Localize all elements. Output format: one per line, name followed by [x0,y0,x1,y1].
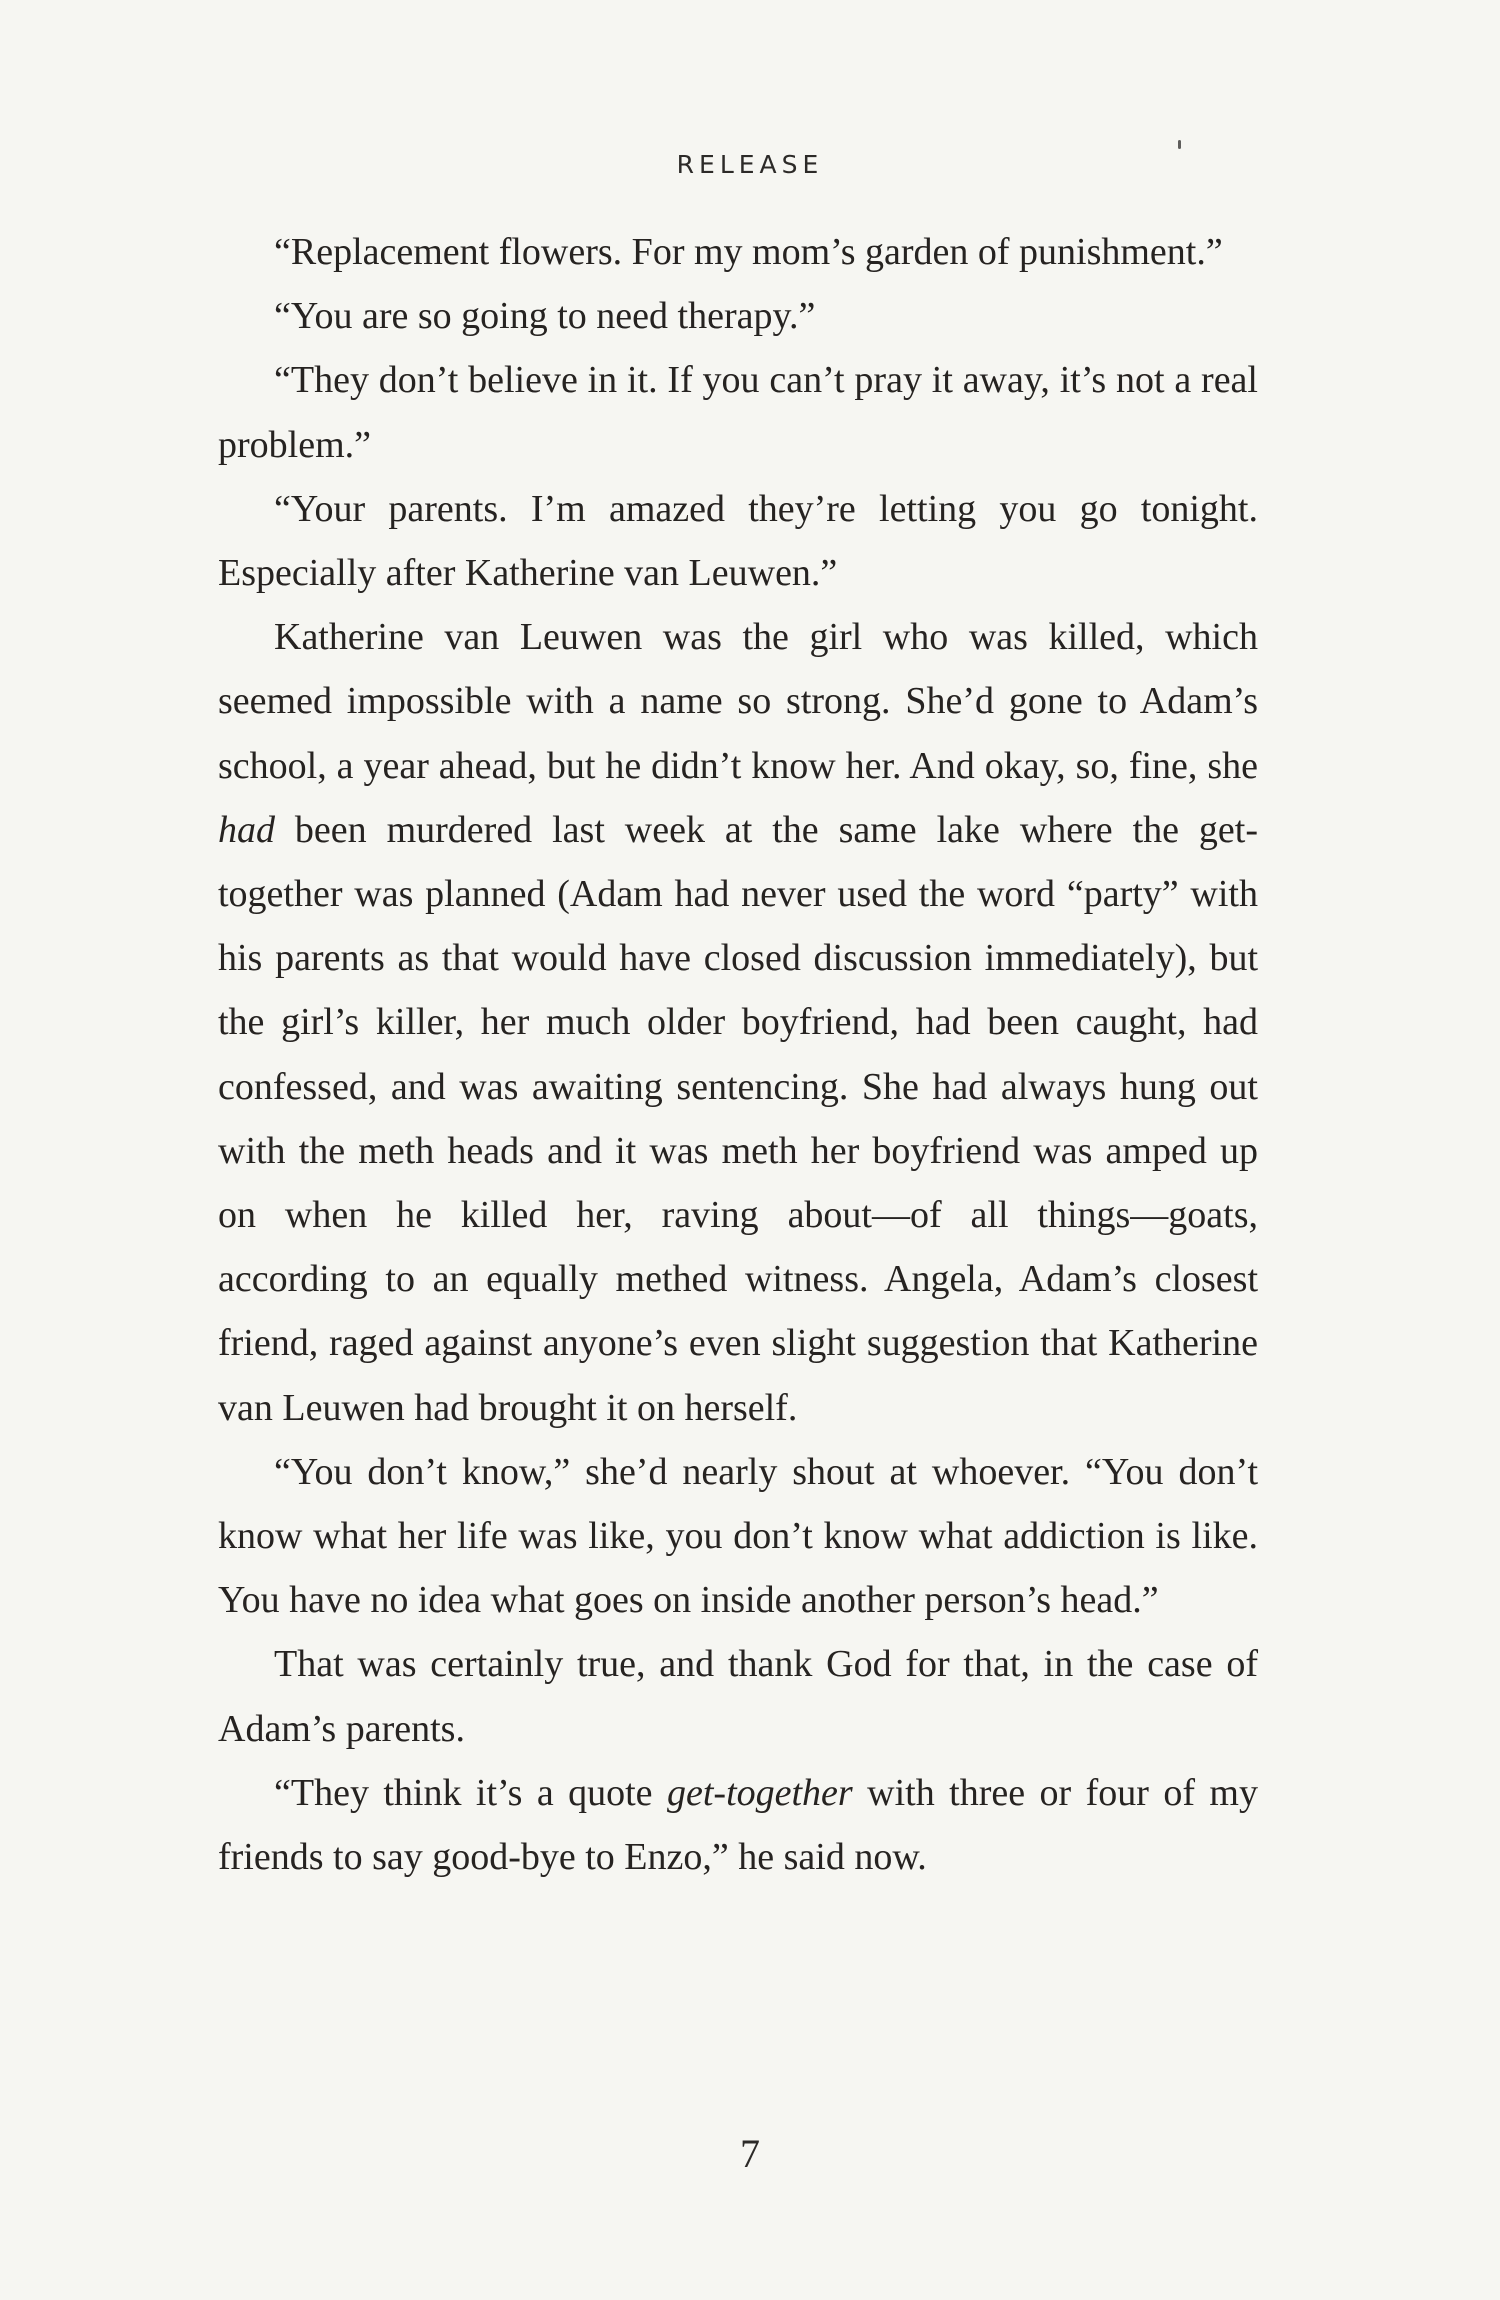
italic-emphasis: had [218,808,275,851]
text-run: “Replacement flowers. For my mom’s garden of punishment.” [274,231,1223,273]
paragraph [218,284,1258,348]
text-run: “You don’t know,” she’d nearly shout at whoever. “You don’t know what her life was like, you don’t know what addiction is like. You have no idea what goes on inside another person’s head.” [218,1450,1258,1622]
body-text [218,220,1258,1889]
paragraph [218,220,1258,284]
running-header: RELEASE [676,150,824,179]
italic-emphasis: get-together [666,1771,853,1814]
text-run: Katherine van Leuwen was the girl who was killed, which seemed impossible with a name so strong. She’d gone to Adam’s school, a year ahead, but he didn’t know her. And okay, so, fine, she [218,616,1258,787]
paragraph [218,477,1258,605]
paragraph [218,605,1258,1440]
paragraph [218,348,1258,476]
text-run: That was certainly true, and thank God for that, in the case of Adam’s parents. [218,1643,1258,1750]
print-speck [1178,140,1181,149]
text-run: been murdered last week at the same lake where the get-together was planned (Adam had never used the word “party” with his parents as that would have closed discussion immediately), but the girl’s killer, her much older boyfriend, had been caught, had confessed, and was awaiting sentencing. She had always hung out with the meth heads and it was meth her boyfriend was amped up on when he killed her, raving about—of all things—goats, according to an equally methed witness. Angela, Adam’s closest friend, raged against anyone’s even slight suggestion that Katherine van Leuwen had brought it on herself. [218,808,1258,1429]
paragraph [218,1440,1258,1633]
text-run: “They think it’s a quote [274,1771,667,1814]
text-run: “Your parents. I’m amazed they’re letting you go tonight. Especially after Katherine van Leuwen.” [218,487,1258,595]
page-number: 7 [740,2131,760,2176]
paragraph [218,1632,1258,1760]
text-run: “They don’t believe in it. If you can’t pray it away, it’s not a real problem.” [218,359,1258,466]
paragraph [218,1761,1258,1889]
text-run: “You are so going to need therapy.” [274,295,816,338]
text-run: with three or four of my friends to say good-bye to Enzo,” he said now. [218,1771,1258,1879]
